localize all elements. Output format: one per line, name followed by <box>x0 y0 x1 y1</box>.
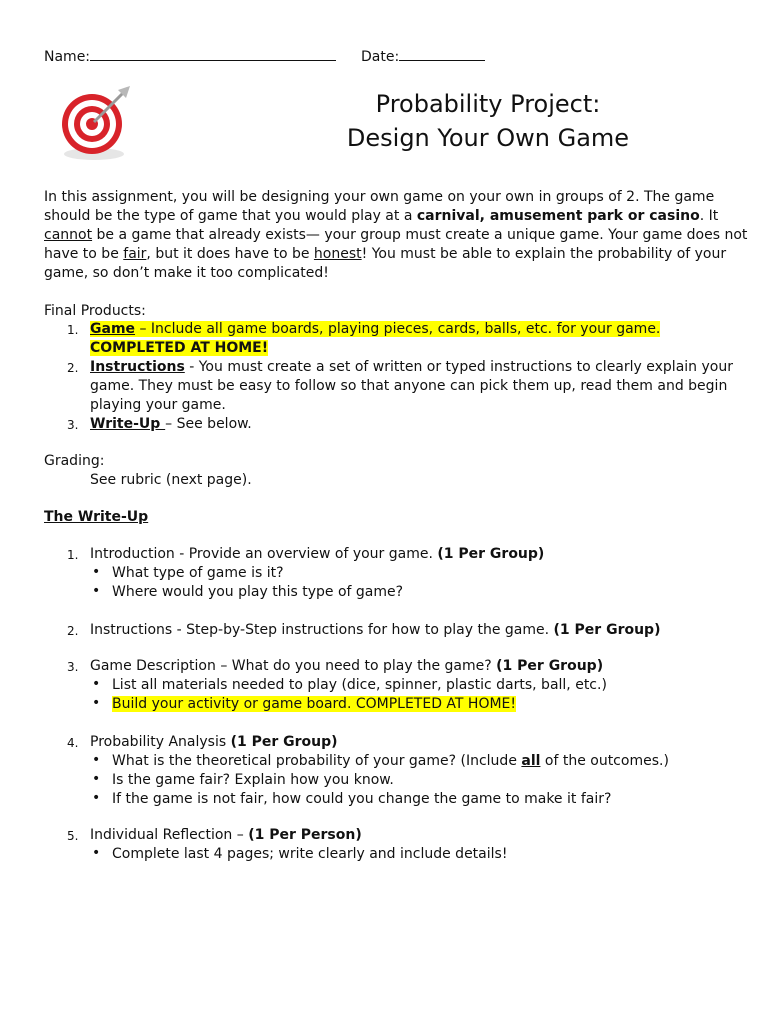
name-blank <box>90 48 336 61</box>
completed-at-home-note: COMPLETED AT HOME! <box>90 340 269 356</box>
final-product-game <box>90 320 660 339</box>
list-number: 3. <box>67 660 79 674</box>
intro-underlined-text: honest <box>313 246 362 262</box>
list-number: 2. <box>67 361 79 375</box>
date-blank <box>399 48 485 61</box>
page-title-line2: Design Your Own Game <box>346 124 630 152</box>
section-text: Introduction - Provide an overview of your game. <box>90 546 438 562</box>
intro-line-5: game, so don’t make it too complicated! <box>44 265 329 281</box>
bullet-item: Complete last 4 pages; write clearly and include details! <box>112 846 508 862</box>
bullet-item: What type of game is it? <box>112 565 284 581</box>
bullet-item: Is the game fair? Explain how you know. <box>112 772 394 788</box>
term-writeup: Write-Up <box>90 416 166 432</box>
intro-text: . It <box>699 208 719 224</box>
section-text: Probability Analysis <box>90 734 231 750</box>
writeup-section-introduction <box>90 545 544 564</box>
final-product-instructions <box>90 358 733 377</box>
item-text: - You must create a set of written or typed instructions to clearly explain your <box>184 359 733 375</box>
list-number: 5. <box>67 829 79 843</box>
grading-text: See rubric (next page). <box>90 472 252 488</box>
writeup-heading: The Write-Up <box>44 509 149 525</box>
section-tag: (1 Per Person) <box>248 827 362 843</box>
intro-text: , but it does have to be <box>146 246 314 262</box>
final-product-writeup <box>90 415 252 434</box>
final-product-instructions-line3: playing your game. <box>90 397 226 413</box>
final-product-game-note <box>90 339 268 358</box>
item-text: – See below. <box>165 416 252 432</box>
bullet-item: List all materials needed to play (dice, spinner, plastic darts, ball, etc.) <box>112 677 607 693</box>
section-tag: (1 Per Group) <box>230 734 338 750</box>
bullet-icon: • <box>92 583 101 599</box>
emphasis-text: all <box>521 753 541 769</box>
intro-bold-text: carnival, amusement park or casino <box>416 208 700 224</box>
name-label: Name: <box>44 49 91 65</box>
section-text: Instructions - Step-by-Step instructions for how to play the game. <box>90 622 554 638</box>
intro-underlined-text: fair <box>123 246 147 262</box>
intro-text: ! You must be able to explain the probability of your <box>361 246 727 262</box>
intro-line-2 <box>44 207 718 226</box>
list-number: 2. <box>67 624 79 638</box>
bullet-text: What is the theoretical probability of your game? (Include <box>112 753 522 769</box>
intro-text: have to be <box>44 246 124 262</box>
highlighted-text: Build your activity or game board. COMPLETED AT HOME! <box>112 696 517 712</box>
date-field <box>361 48 485 65</box>
intro-text: should be the type of game that you would play at a <box>44 208 417 224</box>
date-label: Date: <box>361 49 400 65</box>
intro-line-4 <box>44 245 726 264</box>
bullet-text: of the outcomes.) <box>540 753 669 769</box>
section-text: Game Description – What do you need to play the game? <box>90 658 497 674</box>
name-field <box>44 48 336 65</box>
writeup-section-probability-analysis <box>90 733 338 752</box>
intro-underlined-text: cannot <box>44 227 93 243</box>
bullet-icon: • <box>92 771 101 787</box>
list-number: 4. <box>67 736 79 750</box>
intro-text: be a game that already exists— your group must create a unique game. Your game does not <box>92 227 748 243</box>
list-number: 1. <box>67 548 79 562</box>
grading-heading: Grading: <box>44 453 105 469</box>
bullet-icon: • <box>92 676 101 692</box>
writeup-section-individual-reflection <box>90 826 362 845</box>
final-products-heading: Final Products: <box>44 303 146 319</box>
final-product-instructions-line2: game. They must be easy to follow so that anyone can pick them up, read them and begin <box>90 378 728 394</box>
item-text: – Include all game boards, playing pieces, cards, balls, etc. for your game. <box>135 321 661 337</box>
bullet-icon: • <box>92 790 101 806</box>
term-game: Game <box>90 321 136 337</box>
bullet-icon: • <box>92 564 101 580</box>
intro-line-1: In this assignment, you will be designing your own game on your own in groups of 2. The game <box>44 189 715 205</box>
page-title-line1: Probability Project: <box>375 90 601 118</box>
bullet-item: If the game is not fair, how could you change the game to make it fair? <box>112 791 612 807</box>
section-text: Individual Reflection – <box>90 827 249 843</box>
bullet-icon: • <box>92 845 101 861</box>
writeup-section-instructions <box>90 621 660 640</box>
section-tag: (1 Per Group) <box>553 622 661 638</box>
target-icon <box>54 84 136 168</box>
bullet-item-highlighted <box>112 695 516 714</box>
term-instructions: Instructions <box>90 359 185 375</box>
intro-line-3 <box>44 226 747 245</box>
writeup-section-game-description <box>90 657 603 676</box>
bullet-item <box>112 752 669 771</box>
section-tag: (1 Per Group) <box>496 658 604 674</box>
bullet-item: Where would you play this type of game? <box>112 584 404 600</box>
list-number: 3. <box>67 418 79 432</box>
section-tag: (1 Per Group) <box>437 546 545 562</box>
bullet-icon: • <box>92 695 101 711</box>
list-number: 1. <box>67 323 79 337</box>
bullet-icon: • <box>92 752 101 768</box>
